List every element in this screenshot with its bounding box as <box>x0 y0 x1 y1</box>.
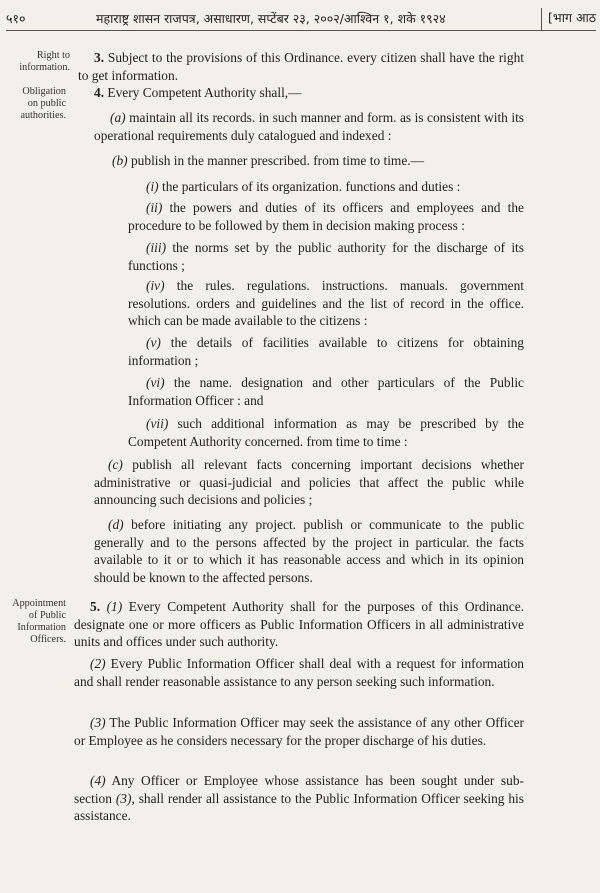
clause-b: (b) publish in the manner prescribed. from time to time.— <box>112 153 425 168</box>
clause-b-vi: (vi) the name. designation and other particulars of the Public Information Officer : and <box>128 375 524 408</box>
margin-note-obligation: Obligation on public authorities. <box>20 86 66 121</box>
clause-c: (c) publish all relevant facts concerning important decisions whether administrative or quasi-judicial and policies that affect the public while announcing such decisions and policies ; <box>94 457 524 507</box>
section-5-3: (3) The Public Information Officer may seek the assistance of any other Officer or Employee as he considers necessary for the proper discharge of his duties. <box>74 715 524 748</box>
page-header <box>6 8 596 31</box>
margin-note-appointment: Appointment of Public Information Officers. <box>12 598 66 645</box>
clause-a: (a) maintain all its records. in such manner and form. as is consistent with its operational requirements duly catalogued and indexed : <box>94 110 524 143</box>
section-4: 4. Every Competent Authority shall,— <box>94 85 302 100</box>
part-label: [भाग आठ <box>541 8 596 30</box>
clause-b-iii: (iii) the norms set by the public authority for the discharge of its functions ; <box>128 240 524 273</box>
clause-d: (d) before initiating any project. publish or communicate to the public generally and to the persons affected by the project in particular. the facts available to it or to which it has reasonable access and which in its opinion should be known to the affected persons. <box>94 517 524 585</box>
section-5-4: (4) Any Officer or Employee whose assistance has been sought under sub-section (3), shall render all assistance to the Public Information Officer seeking his assistance. <box>74 773 524 823</box>
clause-b-i: (i) the particulars of its organization. functions and duties : <box>146 179 461 194</box>
section-3: 3. Subject to the provisions of this Ordinance. every citizen shall have the right to get information. <box>78 50 524 83</box>
margin-note-right-to-information: Right to information. <box>19 50 70 73</box>
section-5-2: (2) Every Public Information Officer shall deal with a request for information and shall render reasonable assistance to any person seeking such information. <box>74 656 524 689</box>
gazette-title: महाराष्ट्र शासन राजपत्र, असाधारण, सप्टेंबर २३, २००२/आश्विन १, शके १९२४ <box>96 11 446 26</box>
clause-b-vii: (vii) such additional information as may be prescribed by the Competent Authority concerned. from time to time : <box>128 416 524 449</box>
clause-b-iv: (iv) the rules. regulations. instructions. manuals. government resolutions. orders and guidelines and the list of record in the office. which can be made available to the citizens : <box>128 278 524 328</box>
clause-b-v: (v) the details of facilities available to citizens for obtaining information ; <box>128 335 524 368</box>
clause-b-ii: (ii) the powers and duties of its officers and employees and the procedure to be followed by them in decision making process : <box>128 200 524 233</box>
page-number: ५१० <box>6 11 26 26</box>
section-5-1: 5. (1) Every Competent Authority shall for the purposes of this Ordinance. designate one or more officers as Public Information Officers in all administrative units and offices under such authority. <box>74 599 524 649</box>
